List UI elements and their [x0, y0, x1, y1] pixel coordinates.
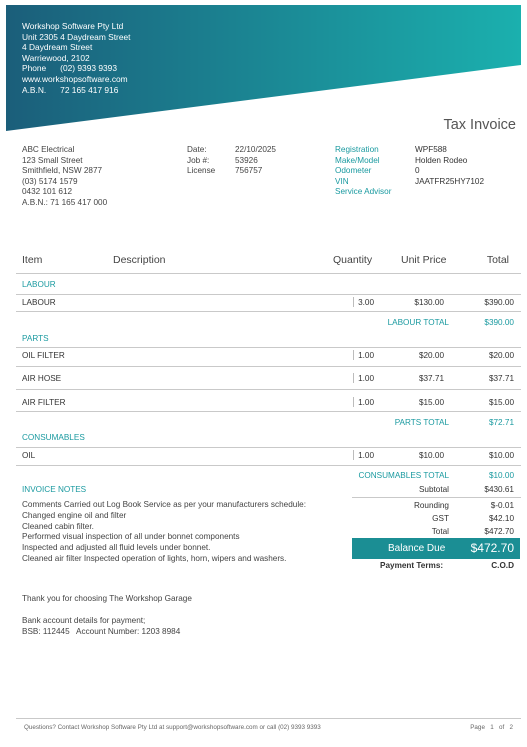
divider	[16, 465, 521, 466]
customer-name: ABC Electrical	[22, 145, 75, 154]
document-title: Tax Invoice	[443, 117, 516, 133]
balance-due-value: $472.70	[470, 541, 514, 555]
gst-label: GST	[432, 514, 449, 523]
row-item: AIR FILTER	[22, 398, 66, 407]
note-line: Cleaned cabin filter.	[22, 521, 94, 531]
meta-row	[187, 156, 276, 167]
page-of: of	[498, 724, 505, 731]
footer-contact: Questions? Contact Workshop Software Pty Ltd at support@workshopsoftware.com or call (02) 9393 9393	[24, 724, 321, 731]
total-value: $472.70	[484, 527, 514, 536]
row-total: $390.00	[484, 298, 514, 307]
invoice-notes	[22, 500, 306, 565]
section-title-labour: LABOUR	[22, 280, 56, 289]
vehicle-label: Make/Model	[335, 155, 380, 165]
qty-divider	[353, 397, 354, 407]
customer-suburb: Smithfield, NSW 2877	[22, 166, 103, 176]
section-title-consumables: CONSUMABLES	[22, 433, 85, 442]
row-total: $37.71	[488, 374, 514, 383]
divider	[352, 497, 521, 498]
company-suburb: Warriewood, 2102	[22, 52, 90, 63]
divider	[16, 273, 521, 274]
row-unit-price: $10.00	[418, 451, 444, 460]
row-total: $10.00	[488, 451, 514, 460]
customer-phone: (03) 5174 1579	[22, 176, 78, 186]
row-qty: 1.00	[358, 374, 374, 383]
labour-total-label: LABOUR TOTAL	[387, 318, 449, 327]
vehicle-label: Registration	[335, 145, 379, 154]
row-unit-price: $37.71	[418, 374, 444, 383]
col-header-description: Description	[113, 254, 166, 266]
row-unit-price: $20.00	[418, 351, 444, 360]
company-phone: Phone (02) 9393 9393	[22, 63, 117, 74]
note-line: Cleaned air filter Inspected operation of lights, horn, wipers and washers.	[22, 553, 287, 563]
vehicle-label: Odometer	[335, 166, 372, 176]
row-unit-price: $130.00	[414, 298, 444, 307]
note-line: Comments Carried out Log Book Service as per your manufacturers schedule:	[22, 500, 306, 509]
qty-divider	[353, 350, 354, 360]
gst-value: $42.10	[488, 514, 514, 523]
page-indicator	[470, 724, 513, 731]
company-abn: A.B.N. 72 165 417 916	[22, 84, 119, 95]
vehicle-info	[335, 145, 484, 198]
subtotal-value: $430.61	[484, 485, 514, 494]
company-website: www.workshopsoftware.com	[22, 73, 128, 84]
balance-due-box	[352, 538, 520, 559]
row-qty: 1.00	[358, 398, 374, 407]
footer-divider	[16, 718, 521, 719]
bank-line: BSB: 112445 Account Number: 1203 8984	[22, 627, 181, 636]
parts-total-label: PARTS TOTAL	[394, 418, 449, 427]
divider	[16, 366, 521, 367]
row-total: $20.00	[488, 351, 514, 360]
invoice-notes-title: INVOICE NOTES	[22, 485, 87, 494]
vehicle-value: WPF588	[415, 145, 447, 154]
rounding-value: $-0.01	[490, 501, 514, 510]
vehicle-value: JAATFR25HY7102	[415, 176, 485, 186]
company-info	[22, 21, 130, 95]
vehicle-row	[335, 187, 484, 198]
vehicle-row	[335, 156, 484, 167]
rounding-label: Rounding	[413, 501, 449, 510]
balance-due-label: Balance Due	[388, 543, 446, 554]
row-qty: 1.00	[358, 351, 374, 360]
subtotal-label: Subtotal	[418, 485, 449, 494]
page-total: 2	[509, 724, 513, 731]
row-item: LABOUR	[22, 298, 56, 307]
note-line: Changed engine oil and filter	[22, 510, 127, 520]
company-name: Workshop Software Pty Ltd	[22, 21, 124, 31]
labour-total-value: $390.00	[484, 318, 514, 327]
invoice-meta	[187, 145, 276, 177]
total-label: Total	[431, 527, 449, 536]
parts-total-value: $72.71	[488, 418, 514, 427]
divider	[16, 311, 521, 312]
vehicle-row	[335, 177, 484, 188]
col-header-item: Item	[22, 254, 43, 266]
customer-abn: A.B.N.: 71 165 417 000	[22, 197, 108, 207]
meta-label: Date:	[187, 145, 207, 154]
meta-row	[187, 166, 276, 177]
row-item: AIR HOSE	[22, 374, 62, 383]
consumables-total-label: CONSUMABLES TOTAL	[358, 471, 449, 480]
row-qty: 3.00	[358, 298, 374, 307]
customer-mobile: 0432 101 612	[22, 187, 73, 197]
vehicle-label: Service Advisor	[335, 187, 392, 197]
bank-details	[22, 615, 180, 637]
divider	[16, 389, 521, 390]
qty-divider	[353, 450, 354, 460]
meta-value: 22/10/2025	[235, 145, 276, 154]
meta-value: 53926	[235, 155, 258, 165]
row-qty: 1.00	[358, 451, 374, 460]
meta-label: License	[187, 166, 216, 176]
qty-divider	[353, 297, 354, 307]
section-title-parts: PARTS	[22, 334, 49, 343]
divider	[16, 411, 521, 412]
col-header-quantity: Quantity	[333, 254, 373, 266]
col-header-total: Total	[486, 254, 509, 266]
row-item: OIL	[22, 451, 36, 460]
meta-value: 756757	[235, 166, 263, 176]
bank-line: Bank account details for payment;	[22, 616, 146, 625]
vehicle-value: 0	[415, 166, 420, 176]
vehicle-row	[335, 166, 484, 177]
page-current: 1	[490, 724, 494, 731]
note-line: Performed visual inspection of all under bonnet components	[22, 532, 240, 542]
row-unit-price: $15.00	[418, 398, 444, 407]
meta-label: Job #:	[187, 155, 210, 165]
meta-row	[187, 145, 276, 156]
divider	[16, 294, 521, 295]
payment-terms-value: C.O.D	[491, 561, 514, 570]
company-address-line: Unit 2305 4 Daydream Street	[22, 31, 131, 42]
row-item: OIL FILTER	[22, 351, 65, 360]
col-header-unit-price: Unit Price	[401, 254, 447, 266]
customer-block	[22, 145, 107, 209]
thank-you-message: Thank you for choosing The Workshop Garage	[22, 594, 192, 603]
vehicle-row	[335, 145, 484, 156]
divider	[16, 447, 521, 448]
customer-address: 123 Small Street	[22, 155, 83, 165]
vehicle-label: VIN	[335, 176, 349, 186]
qty-divider	[353, 373, 354, 383]
row-total: $15.00	[488, 398, 514, 407]
vehicle-value: Holden Rodeo	[415, 155, 468, 165]
company-address-line: 4 Daydream Street	[22, 42, 93, 53]
note-line: Inspected and adjusted all fluid levels under bonnet.	[22, 543, 211, 553]
consumables-total-value: $10.00	[488, 471, 514, 480]
divider	[16, 347, 521, 348]
payment-terms-label: Payment Terms:	[380, 561, 444, 570]
page-label: Page	[470, 724, 485, 731]
